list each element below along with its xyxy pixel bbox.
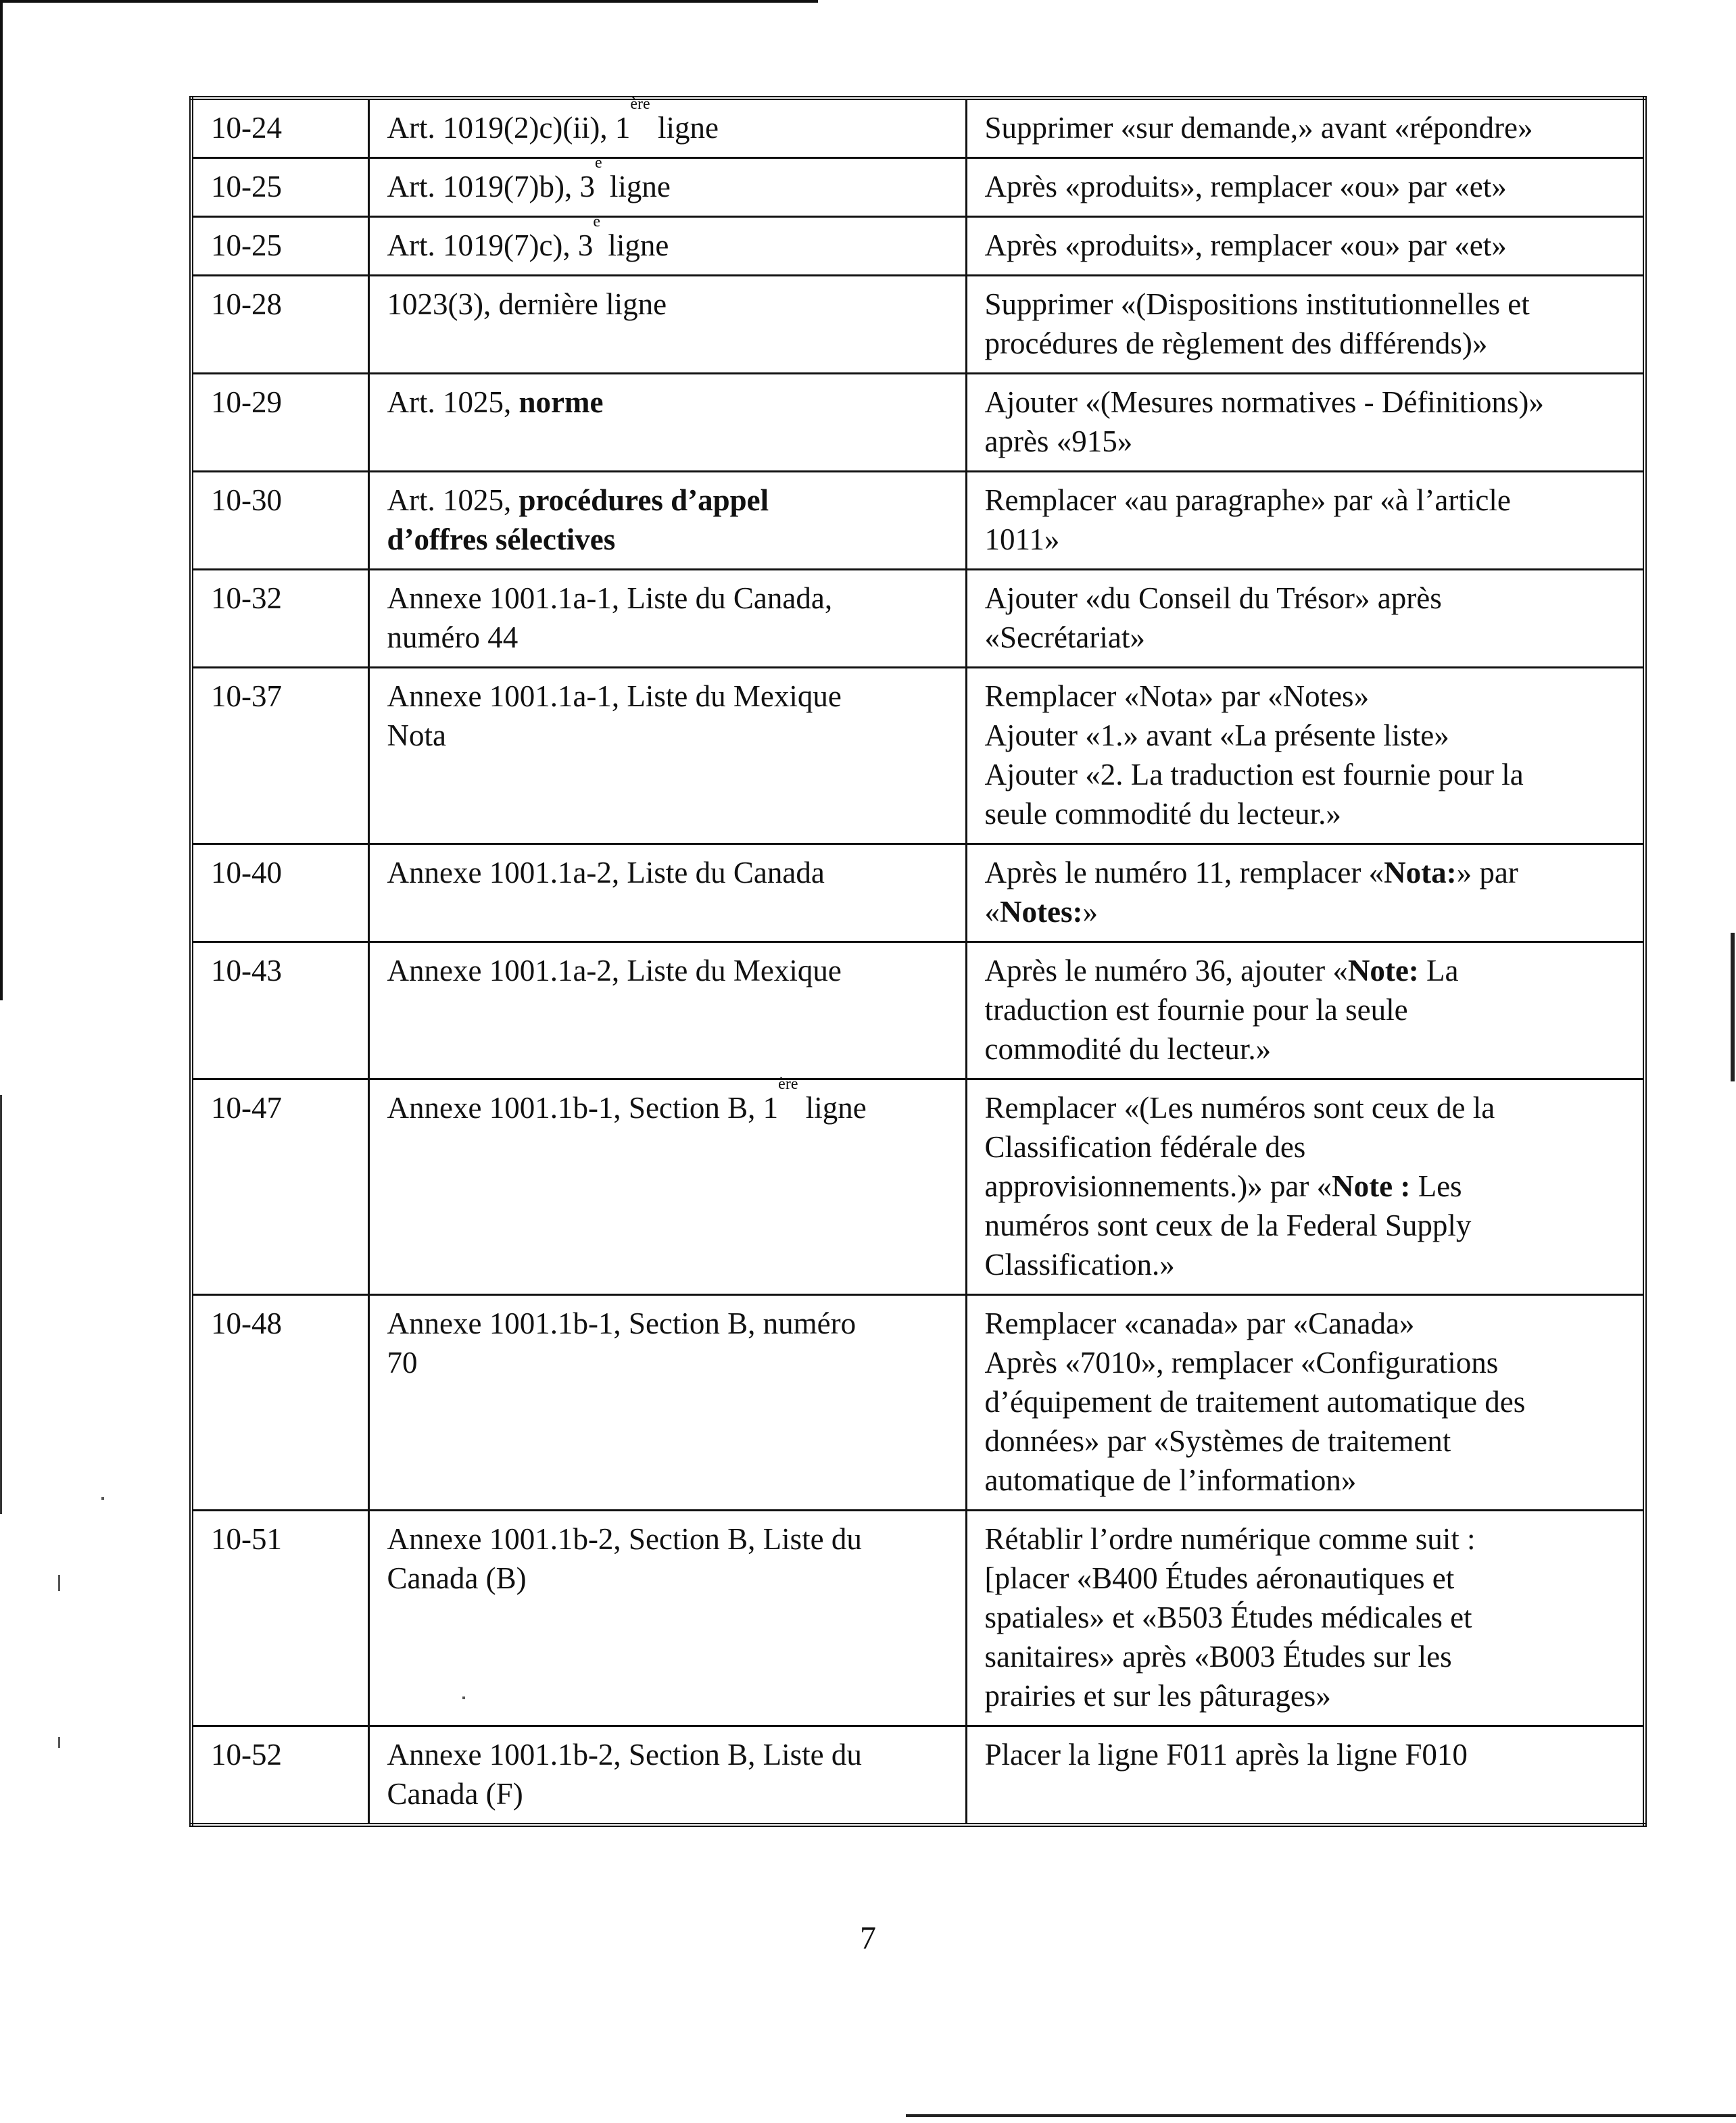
correction-line: après «915»	[984, 424, 1133, 458]
correction-line: Ajouter «du Conseil du Trésor» après	[984, 581, 1442, 615]
table-row	[191, 844, 1645, 942]
page-line-reference: 10-25	[191, 158, 368, 217]
superscript-text: ère	[778, 1075, 798, 1093]
correction-cell	[966, 217, 1645, 276]
page-line-reference: 10-43	[191, 942, 368, 1079]
correction-cell	[966, 1511, 1645, 1726]
correction-line: Supprimer «(Dispositions institutionnelles et	[984, 287, 1530, 321]
scan-speck	[58, 1575, 60, 1591]
text-segment: 70	[387, 1346, 418, 1380]
correction-line: procédures de règlement des différends)»	[984, 326, 1488, 360]
correction-line	[985, 1206, 1629, 1245]
text-segment: Annexe 1001.1b-1, Section B, 1	[387, 1091, 779, 1125]
correction-cell	[966, 158, 1645, 217]
correction-line: Supprimer «sur demande,» avant «répondre»	[984, 111, 1533, 145]
correction-line	[985, 853, 1629, 892]
correction-line: Remplacer «canada» par «Canada»	[984, 1307, 1415, 1340]
errata-table-body	[191, 95, 1645, 1825]
bold-text: Notes:	[1000, 895, 1083, 929]
location-cell	[368, 1726, 966, 1826]
correction-line	[985, 1167, 1629, 1206]
table-row	[191, 1295, 1645, 1511]
bold-text: Note :	[1332, 1169, 1411, 1203]
page-line-reference: 10-52	[191, 1726, 368, 1826]
location-cell	[368, 472, 966, 570]
correction-line: données» par «Systèmes de traitement	[984, 1424, 1451, 1458]
text-segment: Annexe 1001.1a-1, Liste du Mexique	[387, 679, 842, 713]
page-line-reference: 10-29	[191, 374, 368, 472]
correction-line: Après «produits», remplacer «ou» par «et»	[984, 228, 1507, 262]
correction-cell	[966, 472, 1645, 570]
table-row	[191, 942, 1645, 1079]
page-line-reference: 10-47	[191, 1079, 368, 1295]
text-segment: Annexe 1001.1a-2, Liste du Mexique	[387, 954, 842, 987]
correction-cell	[966, 1079, 1645, 1295]
correction-cell	[966, 98, 1645, 158]
location-cell	[368, 213, 966, 276]
page-line-reference: 10-40	[191, 844, 368, 942]
location-cell	[368, 1295, 966, 1511]
page-line-reference: 10-30	[191, 472, 368, 570]
text-segment: ligne	[600, 228, 669, 262]
text-segment: Art. 1025,	[387, 483, 519, 517]
correction-line: automatique de l’information»	[984, 1463, 1357, 1497]
page-number: 7	[860, 1920, 876, 1956]
scan-border-right	[1731, 933, 1735, 1081]
page-line-reference: 10-37	[191, 668, 368, 844]
text-segment: Art. 1019(7)b), 3	[387, 170, 595, 203]
text-segment: » par	[1456, 856, 1518, 889]
location-cell	[368, 1511, 966, 1726]
correction-cell	[966, 276, 1645, 374]
errata-table	[189, 96, 1647, 1827]
correction-line: Ajouter «2. La traduction est fournie pour la	[984, 758, 1524, 791]
text-segment: Art. 1025,	[387, 385, 519, 419]
correction-cell	[966, 844, 1645, 942]
errata-table-container	[189, 96, 1647, 1827]
scan-speck	[58, 1737, 60, 1748]
correction-line: Rétablir l’ordre numérique comme suit :	[984, 1522, 1476, 1556]
correction-cell	[966, 570, 1645, 668]
table-row	[191, 472, 1645, 570]
superscript-text: e	[594, 154, 602, 172]
location-cell	[368, 844, 966, 942]
correction-cell	[966, 1726, 1645, 1826]
text-segment: Remplacer «(Les numéros sont ceux de la	[984, 1091, 1495, 1125]
table-row	[191, 158, 1645, 217]
location-cell	[368, 95, 966, 158]
bold-text: Note:	[1347, 954, 1419, 987]
location-cell	[368, 154, 966, 217]
location-cell	[368, 1075, 966, 1295]
correction-line	[985, 1029, 1629, 1069]
bold-text: norme	[519, 385, 604, 419]
text-segment: Après le numéro 11, remplacer «	[984, 856, 1384, 889]
correction-line	[985, 1127, 1629, 1167]
text-segment: Annexe 1001.1b-2, Section B, Liste du	[387, 1738, 862, 1772]
correction-cell	[966, 1295, 1645, 1511]
scan-speck	[101, 1497, 104, 1500]
correction-line: Ajouter «(Mesures normatives - Définitions)»	[984, 385, 1544, 419]
text-segment: Art. 1019(2)c)(ii), 1	[387, 111, 631, 145]
correction-line	[985, 1245, 1629, 1284]
correction-cell	[966, 374, 1645, 472]
table-row	[191, 98, 1645, 158]
scan-border-bottom	[906, 2114, 1736, 2117]
bold-text: d’offres sélectives	[387, 522, 616, 556]
page-line-reference: 10-48	[191, 1295, 368, 1511]
text-segment: Les	[1410, 1169, 1462, 1203]
correction-line: Remplacer «Nota» par «Notes»	[984, 679, 1370, 713]
bold-text: Nota:	[1384, 856, 1457, 889]
correction-cell	[966, 668, 1645, 844]
correction-line: «Secrétariat»	[984, 620, 1145, 654]
page-line-reference: 10-25	[191, 217, 368, 276]
correction-line: 1011»	[984, 522, 1060, 556]
text-segment: Canada (B)	[387, 1561, 527, 1595]
text-segment: ligne	[650, 111, 719, 145]
location-cell	[368, 668, 966, 844]
superscript-text: e	[593, 213, 601, 230]
scan-border-top	[0, 0, 818, 3]
correction-line: spatiales» et «B503 Études médicales et	[984, 1601, 1472, 1634]
correction-cell	[966, 942, 1645, 1079]
page-line-reference: 10-28	[191, 276, 368, 374]
page-line-reference: 10-51	[191, 1511, 368, 1726]
correction-line: Après «7010», remplacer «Configurations	[984, 1346, 1499, 1380]
text-segment: Classification fédérale des	[984, 1130, 1306, 1164]
text-segment: »	[1082, 895, 1098, 929]
correction-line: Placer la ligne F011 après la ligne F010	[984, 1738, 1468, 1772]
correction-line: [placer «B400 Études aéronautiques et	[984, 1561, 1455, 1595]
table-row	[191, 1079, 1645, 1295]
correction-line: Après «produits», remplacer «ou» par «et»	[984, 170, 1507, 203]
correction-line: d’équipement de traitement automatique des	[984, 1385, 1526, 1419]
text-segment: 1023(3), dernière ligne	[387, 287, 667, 321]
text-segment: approvisionnements.)» par «	[984, 1169, 1332, 1203]
text-segment: Canada (F)	[387, 1777, 523, 1811]
text-segment: Annexe 1001.1b-1, Section B, numéro	[387, 1307, 857, 1340]
text-segment: numéro 44	[387, 620, 519, 654]
text-segment: commodité du lecteur.»	[984, 1032, 1272, 1066]
text-segment: Annexe 1001.1a-1, Liste du Canada,	[387, 581, 833, 615]
bold-text: procédures d’appel	[519, 483, 769, 517]
table-row	[191, 217, 1645, 276]
text-segment: ligne	[798, 1091, 867, 1125]
text-segment: ligne	[602, 170, 671, 203]
correction-line: seule commodité du lecteur.»	[984, 797, 1341, 831]
text-segment: La	[1418, 954, 1459, 987]
location-cell	[368, 374, 966, 472]
location-cell	[368, 942, 966, 1079]
correction-line	[985, 1088, 1629, 1127]
text-segment: Après le numéro 36, ajouter «	[984, 954, 1348, 987]
table-row	[191, 1726, 1645, 1826]
text-segment: Classification.»	[984, 1248, 1175, 1282]
correction-line: Ajouter «1.» avant «La présente liste»	[984, 718, 1449, 752]
location-cell	[368, 276, 966, 374]
superscript-text: ère	[630, 95, 650, 113]
text-segment: Annexe 1001.1a-2, Liste du Canada	[387, 856, 825, 889]
text-segment: «	[984, 895, 1000, 929]
scan-border-left-lower	[0, 1095, 2, 1514]
text-segment: numéros sont ceux de la Federal Supply	[984, 1209, 1472, 1242]
correction-line	[985, 892, 1629, 931]
table-row	[191, 276, 1645, 374]
table-row	[191, 668, 1645, 844]
scan-border-left	[0, 0, 3, 1000]
text-segment: traduction est fournie pour la seule	[984, 993, 1408, 1027]
table-row	[191, 570, 1645, 668]
correction-line: prairies et sur les pâturages»	[984, 1679, 1331, 1713]
correction-line: Remplacer «au paragraphe» par «à l’article	[984, 483, 1511, 517]
location-cell	[368, 570, 966, 668]
text-segment: Art. 1019(7)c), 3	[387, 228, 594, 262]
table-row	[191, 1511, 1645, 1726]
correction-line: sanitaires» après «B003 Études sur les	[984, 1640, 1452, 1674]
page-line-reference: 10-24	[191, 98, 368, 158]
correction-line	[985, 990, 1629, 1029]
text-segment: Nota	[387, 718, 446, 752]
text-segment: Annexe 1001.1b-2, Section B, Liste du	[387, 1522, 862, 1556]
page-line-reference: 10-32	[191, 570, 368, 668]
correction-line	[985, 951, 1629, 990]
table-row	[191, 374, 1645, 472]
